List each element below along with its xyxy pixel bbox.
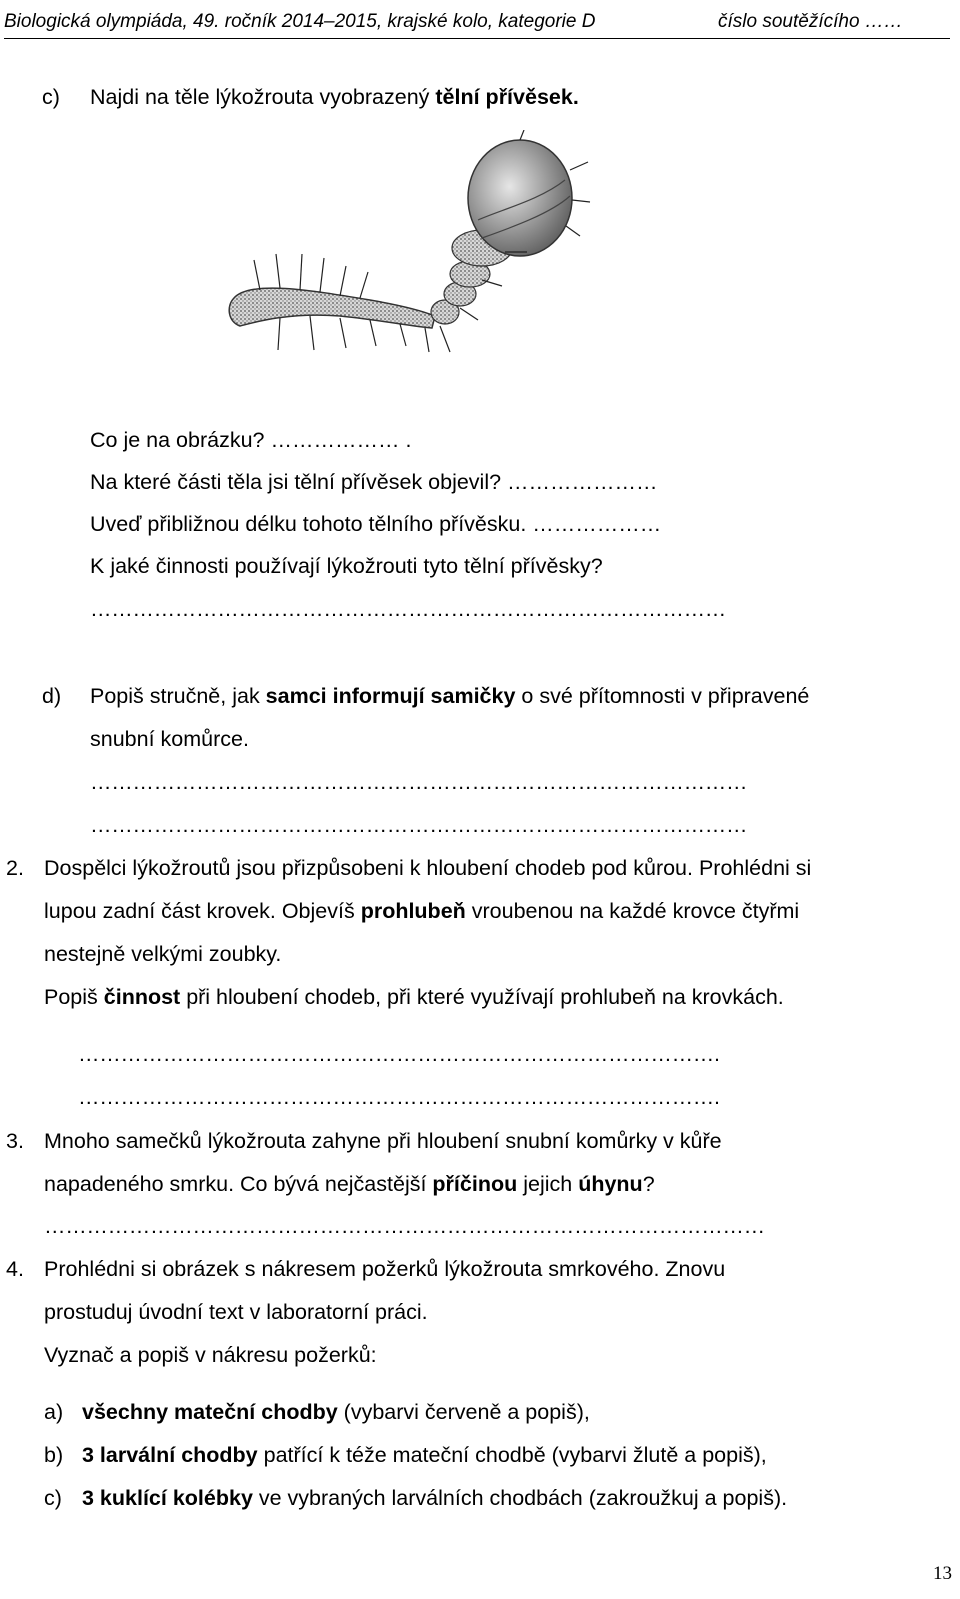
q1c-label: c) — [42, 85, 60, 109]
q1d-label: d) — [42, 684, 62, 708]
q3-line2: napadeného smrku. Co bývá nejčastější příčinou jejich úhynu? — [44, 1172, 655, 1196]
q4-item-b: 3 larvální chodby patřící k téže mateční chodbě (vybarvi žlutě a popiš), — [82, 1443, 767, 1467]
q1d-prompt-line2: snubní komůrce. — [90, 727, 249, 751]
q2-answer-line-2: ………………………………………………………………………………. — [78, 1085, 720, 1109]
q1c-line-where: Na které části těla jsi tělní přívěsek objevil? ………………… — [90, 470, 658, 494]
q1c-line-length: Uveď přibližnou délku tohoto tělního přívěsku. ……………… — [90, 512, 662, 536]
q4-item-a-label: a) — [44, 1400, 64, 1424]
q1d-prompt-line1: Popiš stručně, jak samci informují samičky o své přítomnosti v připravené — [90, 684, 810, 708]
q1c-answer-line: ……………………………………………………………………………… — [90, 597, 727, 621]
q2-line2: lupou zadní část krovek. Objevíš prohlubeň vroubenou na každé krovce čtyřmi — [44, 899, 800, 923]
q1c-line-activity: K jaké činnosti používají lýkožrouti tyto tělní přívěsky? — [90, 554, 603, 578]
q4-line3: Vyznač a popiš v nákresu požerků: — [44, 1343, 377, 1367]
q1d-answer-line-2: ………………………………………………………………………………… — [90, 813, 748, 837]
q4-line1: Prohlédni si obrázek s nákresem požerků lýkožrouta smrkového. Znovu — [44, 1257, 726, 1281]
q3-label: 3. — [6, 1129, 24, 1153]
q4-label: 4. — [6, 1257, 24, 1281]
q2-label: 2. — [6, 856, 24, 880]
q2-line3: nestejně velkými zoubky. — [44, 942, 282, 966]
page-header — [4, 8, 950, 39]
q1d-answer-line-1: ………………………………………………………………………………… — [90, 770, 748, 794]
page-number: 13 — [933, 1563, 952, 1584]
q3-line1: Mnoho samečků lýkožrouta zahyne při hloubení snubní komůrky v kůře — [44, 1129, 722, 1153]
header-contestant-number: číslo soutěžícího …… — [718, 11, 903, 32]
q4-item-a: všechny mateční chodby (vybarvi červeně a popiš), — [82, 1400, 590, 1424]
q3-answer-line: ………………………………………………………………………………………… — [44, 1214, 765, 1238]
q4-item-c-label: c) — [44, 1486, 62, 1510]
q4-item-b-label: b) — [44, 1443, 64, 1467]
antenna-illustration — [220, 130, 600, 410]
q2-line1: Dospělci lýkožroutů jsou přizpůsobeni k hloubení chodeb pod kůrou. Prohlédni si — [44, 856, 812, 880]
q2-answer-line-1: ………………………………………………………………………………. — [78, 1042, 720, 1066]
q4-item-c: 3 kuklící kolébky ve vybraných larválních chodbách (zakroužkuj a popiš). — [82, 1486, 788, 1510]
header-olympiad-title: Biologická olympiáda, 49. ročník 2014–2015, krajské kolo, kategorie D — [4, 11, 596, 32]
q4-line2: prostuduj úvodní text v laboratorní práci. — [44, 1300, 428, 1324]
q1c-line-what: Co je na obrázku? ……………… . — [90, 428, 412, 452]
q1c-prompt: Najdi na těle lýkožrouta vyobrazený tělní přívěsek. — [90, 85, 579, 109]
q2-line4: Popiš činnost při hloubení chodeb, při které využívají prohlubeň na krovkách. — [44, 985, 784, 1009]
